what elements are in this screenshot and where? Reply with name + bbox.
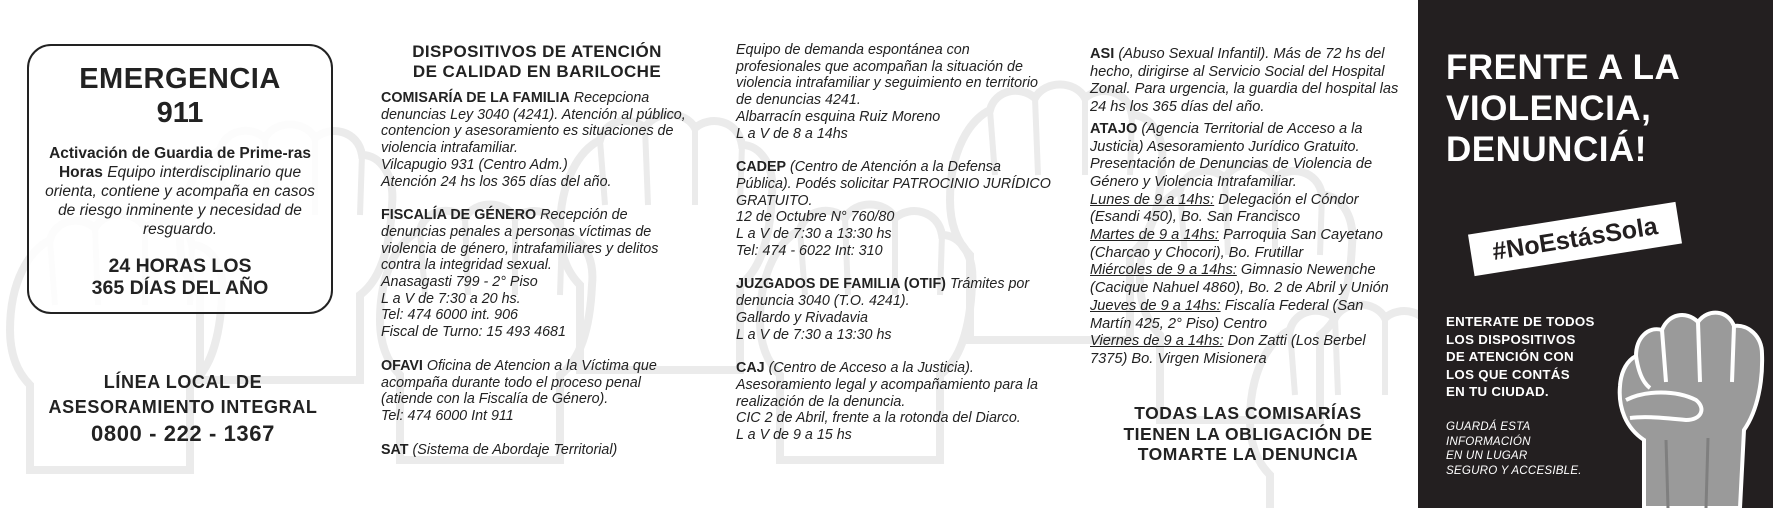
entry-atajo [1090,121,1400,369]
title-line-3: DENUNCIÁ! [1446,130,1647,169]
hashtag-banner: #NoEstásSola [1468,202,1682,276]
notice-line-1: TODAS LAS COMISARÍAS [1134,403,1362,423]
title-line-2: VIOLENCIA, [1446,89,1652,128]
schedule-day: Lunes de 9 a 14hs: [1090,191,1215,208]
helpline-label-2: ASESORAMIENTO INTEGRAL [48,397,318,417]
helpline-phone: 0800 - 222 - 1367 [91,421,275,446]
entry-hours: L a V de 7:30 a 13:30 hs [736,226,892,243]
entry-desc: Trámites por denuncia 3040 (T.O. 4241). [736,276,1030,310]
heading-line-1: DISPOSITIVOS DE ATENCIÓN [412,42,662,61]
entry-hours: L a V de 8 a 14hs [736,125,848,142]
entry-address: CIC 2 de Abril, frente a la rotonda del Diarco. [736,410,1021,427]
emergency-title: EMERGENCIA [79,63,281,95]
activation-label: Activación de Guardia de Prime-ras Horas [49,145,311,181]
schedule-day: Martes de 9 a 14hs: [1090,227,1219,244]
entry-name: SAT [381,441,409,458]
emergency-number: 911 [156,97,204,129]
entry-name: ATAJO [1090,120,1138,137]
schedule-item [1090,192,1400,227]
entry-cadep [736,159,1054,259]
entry-address: 12 de Octubre N° 760/80 [736,209,895,226]
entry-ofavi [381,358,693,425]
emergency-box [27,44,333,314]
info-line-5: EN TU CIUDAD. [1446,384,1549,399]
entry-address: Vilcapugio 931 (Centro Adm.) [381,156,568,173]
panel-title [1446,47,1680,170]
schedule-place: Delegación el Cóndor (Esandi 450), Bo. San Francisco [1090,191,1359,226]
services-heading [381,42,693,81]
entry-address: Gallardo y Rivadavia [736,309,868,326]
hours-line-2: 365 DÍAS DEL AÑO [91,277,269,299]
schedule-item [1090,262,1400,297]
services-column-2 [736,42,1054,461]
entry-desc: (Abuso Sexual Infantil). Más de 72 hs del hecho, dirigirse al Servicio Social del Hospital Zonal. Para urgencia, la guardia del hospital las 24 hs los 365 días del año. [1090,46,1399,116]
raised-fist-icon [1616,290,1766,508]
note-line-2: INFORMACIÓN [1446,434,1531,448]
activation-text: Equipo interdisciplinario que orienta, contiene y acompaña en casos de riesgo inminente y necesidad de resguardo. [45,164,315,238]
entry-name: OFAVI [381,357,423,374]
entry-sat [381,442,693,459]
services-column-3 [1090,46,1400,369]
note-line-4: SEGURO Y ACCESIBLE. [1446,463,1582,477]
cover-panel [1418,0,1773,508]
note-line-1: GUARDÁ ESTA [1446,420,1531,433]
entry-sat-continued [736,42,1054,142]
title-line-1: FRENTE A LA [1446,48,1681,87]
schedule-item [1090,227,1400,262]
entry-desc: (Centro de Atención a la Defensa Pública). Podés solicitar PATROCINIO JURÍDICO GRATUITO. [736,159,1051,209]
schedule-item [1090,333,1400,368]
services-column-1 [381,42,693,475]
schedule-item [1090,298,1400,333]
schedule-place: Don Zatti (Los Berbel 7375) Bo. Virgen Misionera [1090,333,1366,367]
info-line-2: LOS DISPOSITIVOS [1446,331,1576,347]
schedule-place: Fiscalía Federal (San Martín 425, 2° Piso) Centro [1090,297,1364,332]
entry-comisaria [381,90,693,190]
entry-desc: (Sistema de Abordaje Territorial) [412,441,618,458]
entry-desc: Equipo de demanda espontánea con profesionales que acompañan la situación de violencia intrafamiliar y seguimiento en territorio de denuncias 4241. [736,42,1038,109]
entry-fiscal-phone: Fiscal de Turno: 15 493 4681 [381,324,566,341]
entry-hours: L a V de 7:30 a 20 hs. [381,290,521,307]
info-line-4: LOS QUE CONTÁS [1446,366,1570,382]
notice-line-3: TOMARTE LA DENUNCIA [1137,444,1359,464]
entry-phone: Tel: 474 6000 int. 906 [381,307,518,324]
entry-caj [736,360,1054,444]
entry-desc: Recepción de denuncias penales a personas víctimas de violencia de género, intrafamiliares y delitos contra la integridad sexual. [381,207,659,274]
emergency-description [41,144,319,239]
helpline-label-1: LÍNEA LOCAL DE [103,372,263,392]
entry-hours: L a V de 9 a 15 hs [736,427,852,444]
panel-info [1446,313,1595,401]
schedule-place: Parroquia San Cayetano (Charcao y Chocori), Bo. Frutillar [1090,227,1383,261]
note-line-3: EN UN LUGAR [1446,449,1528,462]
schedule-day: Miércoles de 9 a 14hs: [1090,262,1237,279]
entry-desc: (Centro de Acceso a la Justicia). Asesoramiento legal y acompañamiento para la realización de la denuncia. [736,360,1038,410]
entry-phone: Tel: 474 6000 Int 911 [381,407,514,424]
schedule-day: Viernes de 9 a 14hs: [1090,333,1224,350]
panel-note [1446,420,1582,478]
entry-name: COMISARÍA DE LA FAMILIA [381,90,570,106]
entry-asi [1090,46,1400,117]
entry-name: CADEP [736,159,787,176]
hours-line-1: 24 HORAS LOS [108,255,252,277]
entry-name: JUZGADOS DE FAMILIA (OTIF) [736,276,946,293]
entry-desc: Oficina de Atencion a la Víctima que acompaña durante todo el proceso penal (atiende con la Fiscalía de Género). [381,357,657,408]
entry-desc: (Agencia Territorial de Acceso a la Justicia) Asesoramiento Jurídico Gratuito. Presentación de Denuncias de Violencia de Género y Violencia Intrafamiliar. [1090,120,1373,190]
entry-hours: L a V de 7:30 a 13:30 hs [736,326,892,343]
police-obligation-notice [1098,403,1398,465]
info-line-3: DE ATENCIÓN CON [1446,349,1574,364]
entry-juzgados [736,276,1054,343]
entry-address: Anasagasti 799 - 2° Piso [381,274,538,291]
info-line-1: ENTERATE DE TODOS [1446,314,1595,329]
schedule-day: Jueves de 9 a 14hs: [1090,297,1221,314]
entry-name: ASI [1090,46,1115,62]
entry-hours: Atención 24 hs los 365 días del año. [381,173,612,190]
entry-address: Albarracín esquina Ruiz Moreno [736,108,941,125]
helpline-block [20,370,346,448]
entry-phone: Tel: 474 - 6022 Int: 310 [736,242,883,259]
notice-line-2: TIENEN LA OBLIGACIÓN DE [1123,423,1373,444]
emergency-column [0,0,360,508]
entry-desc: Recepciona denuncias Ley 3040 (4241). Atención al público, contencion y asesoramiento es situaciones de violencia intrafamiliar. [381,90,686,157]
heading-line-2: DE CALIDAD EN BARILOCHE [412,61,662,81]
entry-name: FISCALÍA DE GÉNERO [381,207,537,224]
schedule-place: Gimnasio Newenche (Cacique Nahuel 4860), Bo. 2 de Abril y Unión [1090,262,1389,297]
entry-fiscalia [381,207,693,341]
entry-name: CAJ [736,360,765,377]
emergency-hours [29,255,331,299]
